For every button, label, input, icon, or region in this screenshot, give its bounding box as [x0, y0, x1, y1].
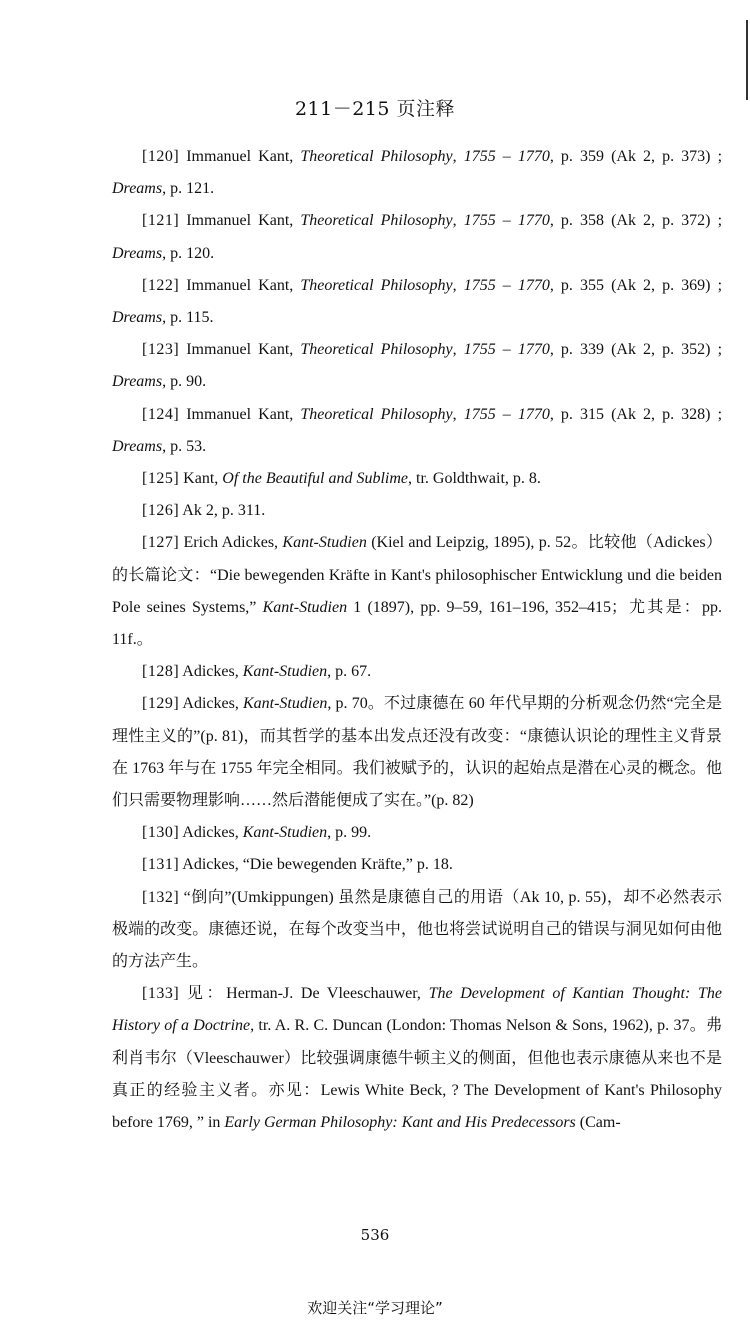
endnote-italic-text: Dreams: [112, 180, 163, 198]
endnote: [112, 882, 722, 979]
endnote-text: , p. 53.: [162, 437, 207, 455]
endnote-italic-text: Dreams: [112, 373, 163, 391]
endnote-text: , p. 359 (Ak 2, p. 373) ;: [549, 148, 723, 165]
endnote-italic-text: 1755 – 1770: [463, 212, 550, 230]
endnote-text: Ak 2, p. 311.: [179, 502, 266, 520]
endnote-number: [132]: [142, 888, 180, 906]
endnote-number: [127]: [142, 534, 180, 552]
endnote-text: , p. 121.: [162, 180, 215, 198]
endnote-italic-text: 1755 – 1770: [463, 276, 550, 294]
endnote-italic-text: Dreams: [112, 244, 163, 262]
endnote-text: , p. 120.: [162, 244, 215, 262]
footer-text: 欢迎关注“学习理论”: [307, 1299, 443, 1317]
endnote-text: , p. 339 (Ak 2, p. 352) ;: [549, 341, 723, 359]
endnote-text: Kant,: [179, 470, 223, 488]
endnote: [112, 495, 722, 527]
endnote-number: [128]: [142, 663, 180, 681]
endnote: [112, 141, 722, 205]
endnote: [112, 270, 722, 334]
endnote-text: , p. 70。不过康德在 60 年代早期的分析观念仍然“完全是理性主义的”(p. 81)，而其哲学的基本出发点还没有改变：“康德认识论的理性主义背景在 1763 年与在 1755 年完全相同。我们被赋予的，认识的起始点是潜在心灵的概念。他们只需要物理影响……然后潜能便成了实在。”(p. 82): [112, 695, 722, 810]
endnote-text: Adickes, “Die bewegenden Kräfte,” p. 18.: [179, 856, 453, 874]
endnote-text: , p. 358 (Ak 2, p. 372) ;: [549, 212, 723, 230]
endnote-text: , p. 90.: [162, 373, 207, 391]
endnote: [112, 399, 722, 463]
endnote-italic-text: 1755 – 1770: [463, 405, 550, 423]
scan-edge-mark: [740, 20, 748, 100]
page-number: 536: [360, 1226, 390, 1244]
endnote-text: Immanuel Kant,: [179, 212, 301, 230]
endnote: [112, 849, 722, 881]
endnotes-list: [112, 141, 722, 1139]
endnote-text: Adickes,: [179, 663, 243, 681]
endnote: [112, 527, 722, 656]
endnote-italic-text: Kant-Studien: [242, 663, 328, 681]
endnote-text: (Kiel and Leipzig, 1895), p. 52。比较他（Adickes）的长篇论文：“Die bewegenden Kräfte in Kant's philosophischer Entwicklung und die beiden Pole seines Systems,”: [112, 534, 722, 616]
endnote: [112, 688, 722, 817]
endnote-text: ,: [452, 212, 464, 230]
endnote-text: Erich Adickes,: [179, 534, 283, 552]
page-title: 211－215 页注释: [294, 98, 456, 120]
endnote-number: [121]: [142, 212, 180, 230]
endnote-italic-text: Kant-Studien: [262, 598, 348, 616]
endnote-number: [126]: [142, 502, 180, 520]
endnote-italic-text: Theoretical Philosophy: [300, 405, 453, 423]
endnote-number: [130]: [142, 824, 180, 842]
endnote-number: [129]: [142, 695, 180, 713]
endnote: [112, 334, 722, 398]
endnote-italic-text: Kant-Studien: [282, 534, 367, 552]
endnote-italic-text: Of the Beautiful and Sublime: [222, 470, 409, 488]
endnote-italic-text: Dreams: [112, 437, 163, 455]
endnote-italic-text: Kant-Studien: [242, 824, 328, 842]
endnote-text: Immanuel Kant,: [179, 148, 301, 165]
endnote-number: [122]: [142, 276, 180, 294]
endnote-text: , p. 67.: [327, 663, 372, 681]
endnote-italic-text: Dreams: [112, 309, 163, 327]
endnote-text: Adickes,: [179, 824, 243, 842]
endnote-text: Immanuel Kant,: [179, 405, 301, 423]
endnote-text: ,: [452, 405, 464, 423]
endnote-text: Immanuel Kant,: [179, 341, 301, 359]
endnote-text: ,: [452, 341, 464, 359]
endnote-italic-text: Theoretical Philosophy: [300, 148, 453, 165]
endnote-text: , tr. Goldthwait, p. 8.: [408, 470, 541, 488]
endnote-italic-text: 1755 – 1770: [463, 148, 550, 165]
endnote-number: [120]: [142, 148, 180, 165]
endnote-text: , p. 115.: [162, 309, 214, 327]
endnote: [112, 205, 722, 269]
endnote: [112, 463, 722, 495]
endnote-number: [125]: [142, 470, 180, 488]
endnote: [112, 656, 722, 688]
endnote-number: [123]: [142, 341, 180, 359]
endnote-text: Adickes,: [179, 695, 243, 713]
endnote-italic-text: Theoretical Philosophy: [300, 341, 453, 359]
endnote-italic-text: The Development of Kantian Thought: The History of a Doctrine: [112, 985, 722, 1035]
endnote-text: (Cam-: [575, 1114, 621, 1132]
endnote-italic-text: Kant-Studien: [242, 695, 328, 713]
endnote-number: [133]: [142, 985, 180, 1003]
endnote-number: [124]: [142, 405, 180, 423]
endnote-italic-text: Theoretical Philosophy: [300, 276, 453, 294]
endnote: [112, 978, 722, 1139]
endnote-text: “倒向”(Umkippungen) 虽然是康德自己的用语（Ak 10, p. 55)，却不必然表示极端的改变。康德还说，在每个改变当中，他也将尝试说明自己的错误与洞见如何由他的方法产生。: [112, 888, 722, 971]
endnote: [112, 817, 722, 849]
endnote-text: , p. 315 (Ak 2, p. 328) ;: [549, 405, 723, 423]
endnote-text: ,: [452, 276, 464, 294]
endnote-text: 见：Herman-J. De Vleeschauwer,: [179, 985, 429, 1003]
endnote-italic-text: Theoretical Philosophy: [300, 212, 453, 230]
endnote-text: ,: [452, 148, 464, 165]
endnote-text: , p. 355 (Ak 2, p. 369) ;: [549, 276, 723, 294]
endnote-text: Immanuel Kant,: [179, 276, 301, 294]
endnote-italic-text: 1755 – 1770: [463, 341, 550, 359]
endnote-text: , p. 99.: [327, 824, 372, 842]
endnote-text: , tr. A. R. C. Duncan (London: Thomas Nelson & Sons, 1962), p. 37。弗利肖韦尔（Vleeschauwer）比较强调康德牛顿主义的侧面，但他也表示康德从来也不是真正的经验主义者。亦见：Lewis White Beck, ? The Development of Kant's Philosophy before 1769, ” in: [112, 1017, 722, 1132]
endnote-italic-text: Early German Philosophy: Kant and His Predecessors: [224, 1114, 576, 1132]
endnote-text: 1 (1897), pp. 9–59, 161–196, 352–415；尤其是：pp. 11f.。: [112, 598, 722, 649]
endnote-number: [131]: [142, 856, 180, 874]
